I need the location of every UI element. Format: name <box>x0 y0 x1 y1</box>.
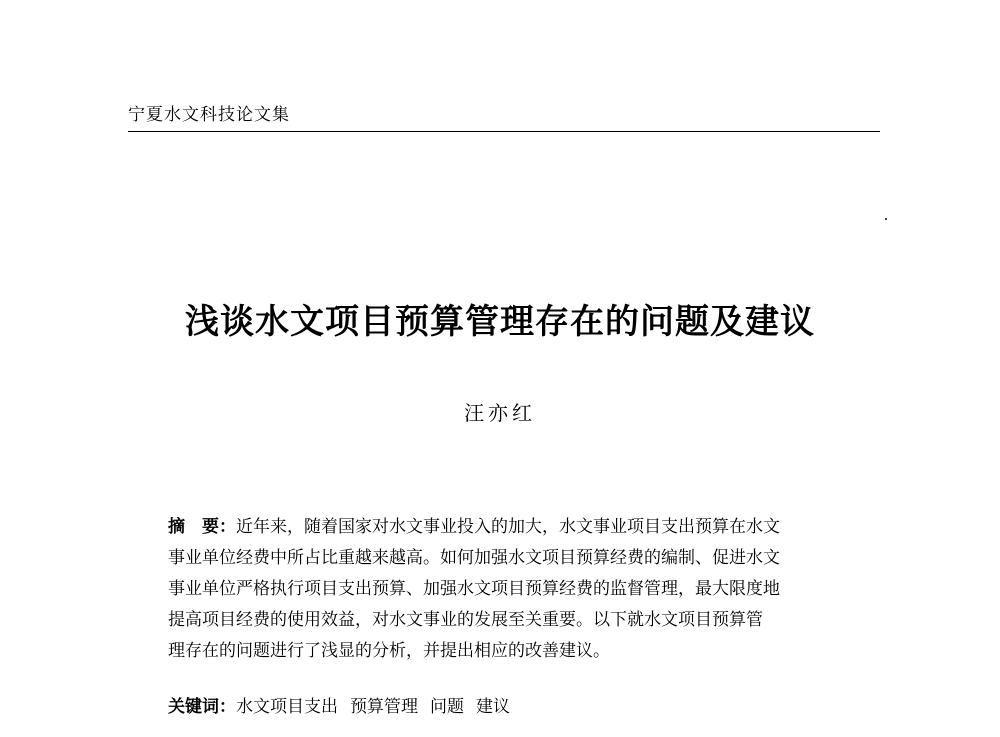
article-title: 浅谈水文项目预算管理存在的问题及建议 <box>185 302 815 342</box>
abstract-label: 摘 要： <box>168 517 236 537</box>
keyword: 预算管理 <box>350 697 418 717</box>
keyword: 建议 <box>476 697 510 717</box>
abstract-line: 事业单位经费中所占比重越来越高。如何加强水文项目预算经费的编制、促进水文 <box>168 548 780 568</box>
header-rule <box>128 131 880 132</box>
keywords-label: 关键词： <box>168 697 236 717</box>
keyword: 水文项目支出 <box>236 697 338 717</box>
keyword: 问题 <box>430 697 464 717</box>
journal-header: 宁夏水文科技论文集 <box>128 105 290 125</box>
abstract-text: 近年来，随着国家对水文事业投入的加大，水文事业项目支出预算在水文 <box>236 517 780 537</box>
abstract-line: 提高项目经费的使用效益，对水文事业的发展至关重要。以下就水文项目预算管 <box>168 610 763 630</box>
abstract-line <box>168 512 838 543</box>
abstract-line: 理存在的问题进行了浅显的分析，并提出相应的改善建议。 <box>168 641 610 661</box>
abstract-block <box>168 512 838 667</box>
keywords-line <box>168 693 522 721</box>
scan-speck <box>885 218 887 220</box>
abstract-line: 事业单位严格执行项目支出预算、加强水文项目预算经费的监督管理，最大限度地 <box>168 579 780 599</box>
article-author: 汪亦红 <box>464 401 536 425</box>
